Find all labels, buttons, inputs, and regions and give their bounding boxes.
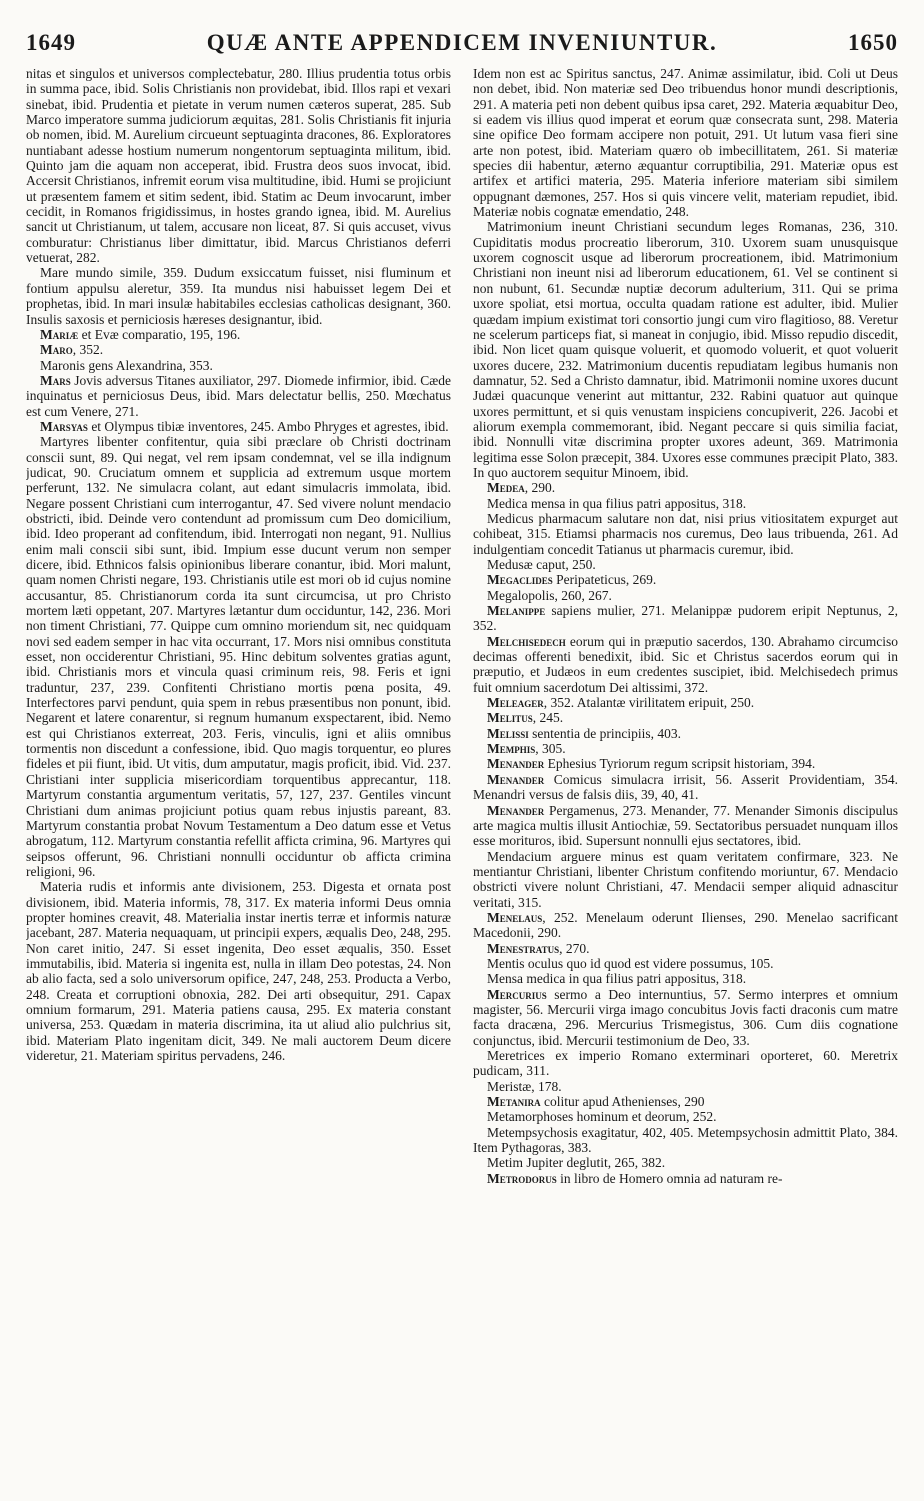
entry-text: eorum qui in præputio sacerdos, 130. Abrahamo circumciso decimas offerenti benedixit, ibid. Sic et Christus sacerdos eorum qui in præputio, et Judæos in eum credentes suscipiet, ibid. Melchisedech primus fuit omnium sacerdotum Dei altissimi, 372. — [473, 633, 898, 695]
index-entry — [473, 803, 898, 849]
entry-text: , 290. — [524, 480, 556, 496]
index-entry — [26, 419, 451, 434]
page-header — [26, 30, 898, 64]
index-entry — [26, 66, 451, 265]
index-entry — [473, 756, 898, 771]
entry-headword: Menestratus — [487, 940, 560, 956]
entry-text: Mendacium arguere minus est quam veritatem confirmare, 323. Ne mentiantur Christiani, libenter Christum confitendo moriuntur, 67. Mendacio obstricti vivere nolunt Christiani, 47. Mendacii semper aliquid adnascitur veritati, 315. — [473, 848, 898, 910]
entry-text: Meristæ, 178. — [487, 1078, 562, 1094]
entry-text: in libro de Homero omnia ad naturam re- — [556, 1170, 783, 1186]
entry-headword: Mariæ — [40, 326, 79, 342]
entry-text: Comicus simulacra irrisit, 56. Asserit Providentiam, 354. Menandri versus de falsis diis, 39, 40, 41. — [473, 771, 898, 803]
entry-text: Metempsychosis exagitatur, 402, 405. Metempsychosin admittit Plato, 384. Item Pythagoras, 383. — [473, 1124, 898, 1156]
entry-text: Medusæ caput, 250. — [487, 557, 596, 572]
index-entry — [473, 1048, 898, 1079]
entry-text: et Evæ comparatio, 195, 196. — [78, 326, 241, 342]
index-entry — [473, 1109, 898, 1124]
entry-headword: Menander — [487, 756, 545, 772]
index-entry — [473, 603, 898, 634]
entry-text: nitas et singulos et universos complectebatur, 280. Illius prudentia totus orbis in summa pace, ibid. Solis Christianis non providebat, ibid. Illos rapi et vexari sinebat, ibid. Prudentia et pietate in verum numen cæteros superat, 285. Sub Marco imperatore summa judiciorum æquitas, 281. Solis Christianis fit injuria ob nomen, ibid. M. Aurelium circueunt septuaginta dracones, 86. Exploratores nuntiabant adesse hostium numerum nongentorum septuaginta militum, ibid. Quinto jam die aquam non acceperat, ibid. Frustra deos suos invocat, ibid. Accersit Christianos, infremit eorum visa multitudine, ibid. Humi se projiciunt ut præsentem famem et sitim sedent, ibid. Statim ac Deum invocarunt, imber cecidit, in Romanos frigidissimus, in hostes grando ignea, ibid. M. Aurelius sancit ut Christianum, ut talem, accusare non liceat, 87. Si quis accuset, vivus comburatur: Christianus liber dimittatur, ibid. Marcus Christianos deferri vetuerat, 282. — [26, 66, 451, 266]
entry-text: , 245. — [532, 710, 564, 726]
index-entry — [473, 971, 898, 986]
index-entry — [473, 695, 898, 710]
entry-text: Ephesius Tyriorum regum scripsit historiam, 394. — [544, 756, 816, 772]
entry-headword: Melitus — [487, 710, 533, 726]
entry-text: , 270. — [559, 940, 590, 956]
index-entry — [473, 634, 898, 695]
index-entry — [473, 1079, 898, 1094]
index-entry — [26, 879, 451, 1063]
entry-text: Meretrices ex imperio Romano exterminari oporteret, 60. Meretrix pudicam, 311. — [473, 1048, 898, 1079]
entry-text: , 305. — [535, 741, 566, 757]
entry-headword: Metrodorus — [487, 1170, 557, 1186]
entry-headword: Menander — [487, 802, 545, 818]
entry-headword: Mercurius — [487, 986, 547, 1002]
index-entry — [473, 772, 898, 803]
index-entry — [473, 1171, 898, 1186]
entry-text: Peripateticus, 269. — [552, 572, 657, 588]
index-entry — [473, 480, 898, 495]
entry-headword: Memphis — [487, 741, 536, 757]
index-entry — [26, 327, 451, 342]
index-entry — [473, 1155, 898, 1170]
index-entry — [473, 987, 898, 1048]
entry-headword: Menander — [487, 771, 545, 787]
entry-headword: Melchisedech — [487, 633, 566, 649]
entry-headword: Melanippe — [487, 603, 546, 619]
index-entry — [473, 66, 898, 219]
entry-text: , 252. Menelaum oderunt Ilienses, 290. Menelao sacrificant Macedonii, 290. — [473, 909, 898, 941]
index-entry — [26, 342, 451, 357]
index-entry — [473, 496, 898, 511]
index-columns — [26, 66, 898, 1492]
right-column — [473, 66, 898, 1492]
entry-headword: Marsyas — [40, 418, 88, 434]
entry-headword: Meleager — [487, 695, 544, 711]
entry-text: Maronis gens Alexandrina, 353. — [40, 357, 213, 373]
index-entry — [473, 710, 898, 725]
entry-headword: Maro — [40, 342, 73, 358]
entry-text: Materia rudis et informis ante divisionem, 253. Digesta et ornata post divisionem, ibid. Materia informis, 78, 317. Ex materia informi Deus omnia propter homines creavit, 48. Materialia instar inertis terræ et informis naturæ jacebant, 287. Materia nequaquam, ut principii expers, æqualis Deo, 248, 295. Non caret initio, 247. Si esset ingenita, Deo esset æqualis, 350. Esset immutabilis, ibid. Materia si ingenita est, nulla in illam Deo potestas, 24. Non ab alio facta, sed a solo universorum opifice, 247, 248, 253. Producta a Verbo, 248. Creata et corruptioni obnoxia, 282. Dei arti obsequitur, 291. Capax omnium formarum, 291. Materia patiens causa, 295. Ex materia constant universa, 253. Quædam in materia discrimina, ita ut aliud alio pulchrius sit, ibid. Materiam Plato ingenitam dicit, 349. Ne mali auctorem Deum dicere videretur, 21. Materiam spiritus pervadens, 246. — [26, 879, 451, 1063]
index-entry — [26, 434, 451, 879]
entry-text: Metim Jupiter deglutit, 265, 382. — [487, 1155, 666, 1171]
index-entry — [473, 219, 898, 480]
index-entry — [473, 588, 898, 603]
index-entry — [473, 941, 898, 956]
entry-text: , 352. Atalantæ virilitatem eripuit, 250. — [543, 695, 755, 711]
index-entry — [473, 572, 898, 587]
entry-headword: Medea — [487, 480, 525, 496]
entry-text: Megalopolis, 260, 267. — [487, 587, 612, 603]
entry-headword: Metanira — [487, 1094, 541, 1110]
entry-text: Martyres libenter confitentur, quia sibi præclare ob Christi doctrinam conscii sunt, 89. Qui negat, vel rem ipsam condemnat, vel se illa indignum judicat, 90. Cruciatum omnem et supplicia ad extremum usque mortem perferunt, 132. Ne simulacra colant, aut edant simulacris immolata, ibid. Negare possent Christiani cum interrogantur, 47. Sed vivere nolunt mendacio obstricti, ibid. Deinde vero contendunt ad promissum cum Deo domicilium, ibid. Ideo properant ad confitendum, ibid. Interrogati non negant, 91. Nullius enim mali conscii sibi sunt, ibid. Impium esse ducunt verum non semper dicere, ibid. Ethnicos falsis opinionibus liberare conantur, ibid. Mori malunt, quam nomen Christi negare, 193. Christianis utile est mori ob id cujus nomine accusantur, 85. Christianorum corda ita sunt circumcisa, ut pro Christo mortem læti oppetant, 207. Martyres lætantur dum occiduntur, 142, 236. Mori non timent Christiani, 77. Quippe cum omnino moriendum sit, nec quidquam novi sed eadem semper in hac vita occurrant, 17. Mors nisi omnibus constituta esset, non occiderentur Christiani, 95. Hinc debitum solventes gratias agunt, ibid. Christianis mors et vincula quasi criminum reis, 98. Feris et igni traduntur, 237, 239. Confitenti Christiano mortis pœna posita, 49. Interfectores parvi pendunt, quia spem in rebus præsentibus non ponunt, ibid. Negarent et latere conarentur, si regnum humanum exspectarent, ibid. Nemo est qui Christianos exterreat, 203. Feris, vinculis, igni et aliis omnibus tormentis non discedunt a confessione, ibid. Quo magis torquentur, eo plures fideles et pii fiunt, ibid. Ut vitis, dum amputatur, magis proficit, ibid. Vid. 237. Christiani inter supplicia misericordiam torquentibus apprecantur, 118. Martyrum constantia argumentum veritatis, 57, 127, 237. Gentiles vincunt Christiani dum animas projiciunt potius quam rebus injustis pareant, 83. Martyrum constantia probat Novum Testamentum a Deo datum esse et Vetus abrogatum, 112. Martyrum constantia refellit afficta crimina, 96. Martyres qui seipsos offerunt, 96. Christiani nonnulli occiduntur ob afficta crimina religioni, 96. — [26, 434, 451, 879]
entry-text: Medica mensa in qua filius patri appositus, 318. — [487, 495, 747, 511]
index-entry — [473, 726, 898, 741]
index-entry — [473, 956, 898, 971]
running-title: QUÆ ANTE APPENDICEM INVENIUNTUR. — [206, 30, 718, 55]
index-entry — [26, 373, 451, 419]
entry-headword: Menelaus — [487, 909, 543, 925]
entry-text: Idem non est ac Spiritus sanctus, 247. Animæ assimilatur, ibid. Coli ut Deus non debet, ibid. Non materiæ sed Deo tribuendus honor mundi descriptionis, 291. A materia peti non debent quibus ipsa caret, 292. Materia æquabitur Deo, si eadem vis illius quod imperat et eorum quæ consecrata sunt, 298. Materia sine opifice Deo formam accipere non potuit, 291. Ut lutum vasa fieri sine arte non potest, ibid. Materiam quæro ob imbecillitatem, 261. Si materiæ species dii habentur, æterno æquantur corruptibilia, 291. Materiæ opus est artifex et artifici materia, 295. Materia inferiore materiam sibi similem oppugnant dæmones, 257. Hos si quis vincere velit, materiam repudiet, ibid. Materiæ nobis cognatæ emendatio, 248. — [473, 66, 898, 220]
left-page-number: 1649 — [26, 30, 76, 55]
entry-text: Metamorphoses hominum et deorum, 252. — [487, 1109, 717, 1125]
index-entry — [473, 1125, 898, 1156]
entry-text: , 352. — [72, 342, 104, 358]
entry-text: Mensa medica in qua filius patri appositus, 318. — [487, 971, 747, 987]
index-entry — [473, 741, 898, 756]
entry-headword: Mars — [40, 372, 71, 388]
entry-text: sermo a Deo internuntius, 57. Sermo interpres et omnium magister, 56. Mercurii virga imago concubitus Jovis facti draconis cum matre facta dracæna, 296. Mercurius Trismegistus, 306. Cum diis cognatione conjunctus, ibid. Mercurii testimonium de Deo, 33. — [473, 986, 898, 1048]
entry-text: et Olympus tibiæ inventores, 245. Ambo Phryges et agrestes, ibid. — [87, 418, 449, 434]
index-entry — [26, 358, 451, 373]
entry-text: Medicus pharmacum salutare non dat, nisi prius vitiositatem expurget aut cohibeat, 315. Etiamsi pharmacis nos curemus, Deo laus tribuenda, 261. Ad indulgentiam concedit Tatianus ut pharmacis curemur, ibid. — [473, 510, 898, 557]
entry-text: Matrimonium ineunt Christiani secundum leges Romanas, 236, 310. Cupiditatis modus procreatio liberorum, 310. Uxorem suam unusquisque uxorem cognoscit usque ad liberorum procreationem, ibid. Matrimonium Christiani non ineunt nisi ad liberorum educationem, 61. Vel se continent si non nubunt, 61. Secundæ nuptiæ decorum adulterium, 311. Qui se prima uxore spoliat, etsi mortua, occulta quadam ratione est adulter, ibid. Mulier quædam impium existimat tori consortio jungi cum viro flagitioso, 88. Veretur ne scelerum particeps fiat, si maneat in conjugio, ibid. Misso repudio discedit, ibid. Non licet quam quisque voluerit, et quomodo voluerit, et quot voluerit uxores ducere, 232. Matrimonium ducentis repudiatam legibus humanis non damnatur, 52. Sed a Christo damnatur, ibid. Matrimonii nomine uxores ducunt Judæi quacunque venerint aut mittantur, 232. Rabini quatuor aut quinque uxores permittunt, et si quis venustam inspiciens concupiverit, 226. Jacobi et aliorum exempla commemorant, ibid. Negant peccare si quis similia faciat, ibid. Nonnulli vitæ discrimina propter uxores adeunt, 369. Matrimonia legitima esse Solon præcepit, 384. Uxores esse communes præcipit Plato, 383. In quo auctorem sequitur Minoem, ibid. — [473, 219, 898, 480]
entry-text: sententia de principiis, 403. — [528, 725, 681, 741]
entry-text: Pergamenus, 273. Menander, 77. Menander Simonis discipulus arte magica multis illusit Antiochiæ, 59. Sectatoribus persuadet nunquam illos esse morituros, ibid. Supersunt nonnulli ejus sectatores, ibid. — [473, 802, 898, 849]
entry-headword: Megaclides — [487, 572, 553, 588]
entry-headword: Melissi — [487, 725, 529, 741]
entry-text: Mentis oculus quo id quod est videre possumus, 105. — [487, 955, 774, 971]
left-column — [26, 66, 451, 1492]
entry-text: Mare mundo simile, 359. Dudum exsiccatum fuisset, nisi fluminum et fontium appulsu aleretur, 359. Ita mundus nisi habuisset legem Dei et prophetas, ibid. In mari insulæ habitabiles ecclesias catholicas designant, 360. Insulis saxosis et perniciosis hæreses designantur, ibid. — [26, 265, 451, 327]
index-entry — [473, 910, 898, 941]
entry-text: Jovis adversus Titanes auxiliator, 297. Diomede infirmior, ibid. Cæde inquinatus et perniciosus Deus, ibid. Mars delectatur bellis, 250. Mœchatus est cum Venere, 271. — [26, 372, 451, 419]
index-entry — [473, 1094, 898, 1109]
right-page-number: 1650 — [847, 30, 898, 55]
entry-text: sapiens mulier, 271. Melanippæ pudorem eripit Neptunus, 2, 352. — [473, 603, 898, 634]
entry-text: colitur apud Athenienses, 290 — [540, 1094, 705, 1110]
index-entry — [473, 511, 898, 557]
index-entry — [473, 557, 898, 572]
index-entry — [26, 265, 451, 326]
index-entry — [473, 849, 898, 910]
